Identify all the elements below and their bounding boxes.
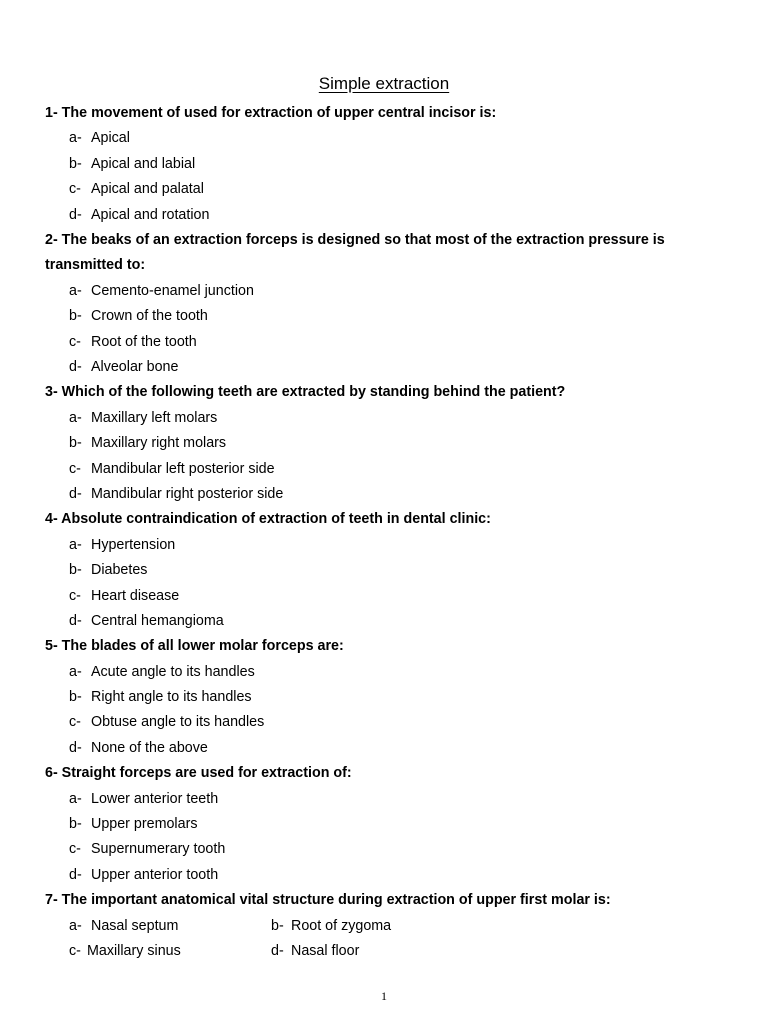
option-text: Apical xyxy=(91,130,130,147)
question-1: 1- The movement of used for extraction of upper central incisor is: xyxy=(45,105,497,121)
option-text: Right angle to its handles xyxy=(91,689,252,706)
option-letter: c- xyxy=(69,460,81,477)
question-3: 3- Which of the following teeth are extracted by standing behind the patient? xyxy=(45,384,566,401)
question-7-option-a xyxy=(69,914,271,939)
option-letter: d- xyxy=(69,739,82,756)
option-text: Mandibular right posterior side xyxy=(91,485,284,502)
question-6-option-d xyxy=(45,863,725,888)
option-letter: d- xyxy=(69,612,82,629)
question-4-option-b xyxy=(45,558,725,583)
option-letter: d- xyxy=(69,485,82,502)
option-letter: a- xyxy=(69,130,82,147)
option-letter: b- xyxy=(69,689,82,706)
question-6-option-b xyxy=(45,812,725,837)
option-letter: c- xyxy=(69,181,81,198)
question-4: 4- Absolute contraindication of extraction of teeth in dental clinic: xyxy=(45,511,491,528)
page-number: 1 xyxy=(381,989,387,1003)
option-text: Maxillary right molars xyxy=(91,435,227,452)
question-6-option-a xyxy=(45,787,725,812)
option-text: Supernumerary tooth xyxy=(91,841,226,858)
question-4-option-d xyxy=(45,609,725,634)
question-list xyxy=(45,101,725,964)
option-text: Obtuse angle to its handles xyxy=(91,714,265,731)
option-letter: a- xyxy=(69,282,82,299)
question-5-option-b xyxy=(45,685,725,710)
option-text: Acute angle to its handles xyxy=(91,663,255,680)
question-2-option-b xyxy=(45,304,725,329)
option-text: Upper anterior tooth xyxy=(91,866,219,883)
question-7-options-row-1 xyxy=(45,914,725,939)
option-text: Diabetes xyxy=(91,562,148,579)
question-1-option-b xyxy=(45,152,725,177)
option-text: Nasal septum xyxy=(91,917,179,934)
question-7-option-b xyxy=(271,914,473,939)
question-3-option-a xyxy=(45,406,725,431)
option-letter: a- xyxy=(69,790,82,807)
option-letter: d- xyxy=(271,943,284,960)
option-letter: b- xyxy=(69,562,82,579)
question-1-option-d xyxy=(45,203,725,228)
question-4-option-c xyxy=(45,584,725,609)
option-letter: b- xyxy=(69,435,82,452)
option-letter: b- xyxy=(69,816,82,833)
question-5: 5- The blades of all lower molar forceps are: xyxy=(45,638,344,655)
question-2-option-d xyxy=(45,355,725,380)
option-letter: d- xyxy=(69,358,82,375)
question-5-option-c xyxy=(45,710,725,735)
option-text: Nasal floor xyxy=(291,943,360,960)
question-3-option-d xyxy=(45,482,725,507)
option-letter: a- xyxy=(69,536,82,553)
page-title: Simple extraction xyxy=(318,74,450,93)
option-text: Maxillary left molars xyxy=(91,409,218,426)
question-5-option-d xyxy=(45,736,725,761)
option-letter: b- xyxy=(271,917,284,934)
option-letter: c- xyxy=(69,943,81,960)
option-text: Apical and palatal xyxy=(91,181,204,198)
question-3-option-b xyxy=(45,431,725,456)
option-text: Central hemangioma xyxy=(91,612,224,629)
option-letter: c- xyxy=(69,333,81,350)
option-letter: a- xyxy=(69,409,82,426)
option-letter: c- xyxy=(69,841,81,858)
option-letter: c- xyxy=(69,587,81,604)
question-5-option-a xyxy=(45,660,725,685)
option-text: Apical and labial xyxy=(91,155,196,172)
question-2: 2- The beaks of an extraction forceps is designed so that most of the extraction pressure is transmitted to: xyxy=(45,231,665,274)
question-1-option-c xyxy=(45,177,725,202)
option-text: Upper premolars xyxy=(91,816,198,833)
question-3-option-c xyxy=(45,457,725,482)
option-text: Root of the tooth xyxy=(91,333,197,350)
option-text: None of the above xyxy=(91,739,208,756)
option-text: Lower anterior teeth xyxy=(91,790,219,807)
option-text: Mandibular left posterior side xyxy=(91,460,275,477)
option-text: Heart disease xyxy=(91,587,180,604)
option-text: Cemento-enamel junction xyxy=(91,282,254,299)
question-7-options-row-2 xyxy=(45,939,725,964)
option-letter: d- xyxy=(69,866,82,883)
question-7-option-d xyxy=(271,939,473,964)
option-letter: a- xyxy=(69,917,82,934)
question-4-option-a xyxy=(45,533,725,558)
question-7-option-c xyxy=(69,939,271,964)
option-text: Maxillary sinus xyxy=(87,943,181,960)
question-2-option-a xyxy=(45,279,725,304)
question-6-option-c xyxy=(45,837,725,862)
question-2-option-c xyxy=(45,330,725,355)
option-text: Alveolar bone xyxy=(91,358,179,375)
option-letter: c- xyxy=(69,714,81,731)
question-6: 6- Straight forceps are used for extraction of: xyxy=(45,765,352,782)
option-letter: b- xyxy=(69,308,82,325)
question-7: 7- The important anatomical vital structure during extraction of upper first molar is: xyxy=(45,892,611,909)
option-text: Crown of the tooth xyxy=(91,308,208,325)
option-letter: a- xyxy=(69,663,82,680)
option-text: Hypertension xyxy=(91,536,176,553)
option-letter: b- xyxy=(69,155,82,172)
option-text: Root of zygoma xyxy=(291,917,392,934)
option-letter: d- xyxy=(69,206,82,223)
question-1-option-a xyxy=(45,126,725,151)
option-text: Apical and rotation xyxy=(91,206,210,223)
